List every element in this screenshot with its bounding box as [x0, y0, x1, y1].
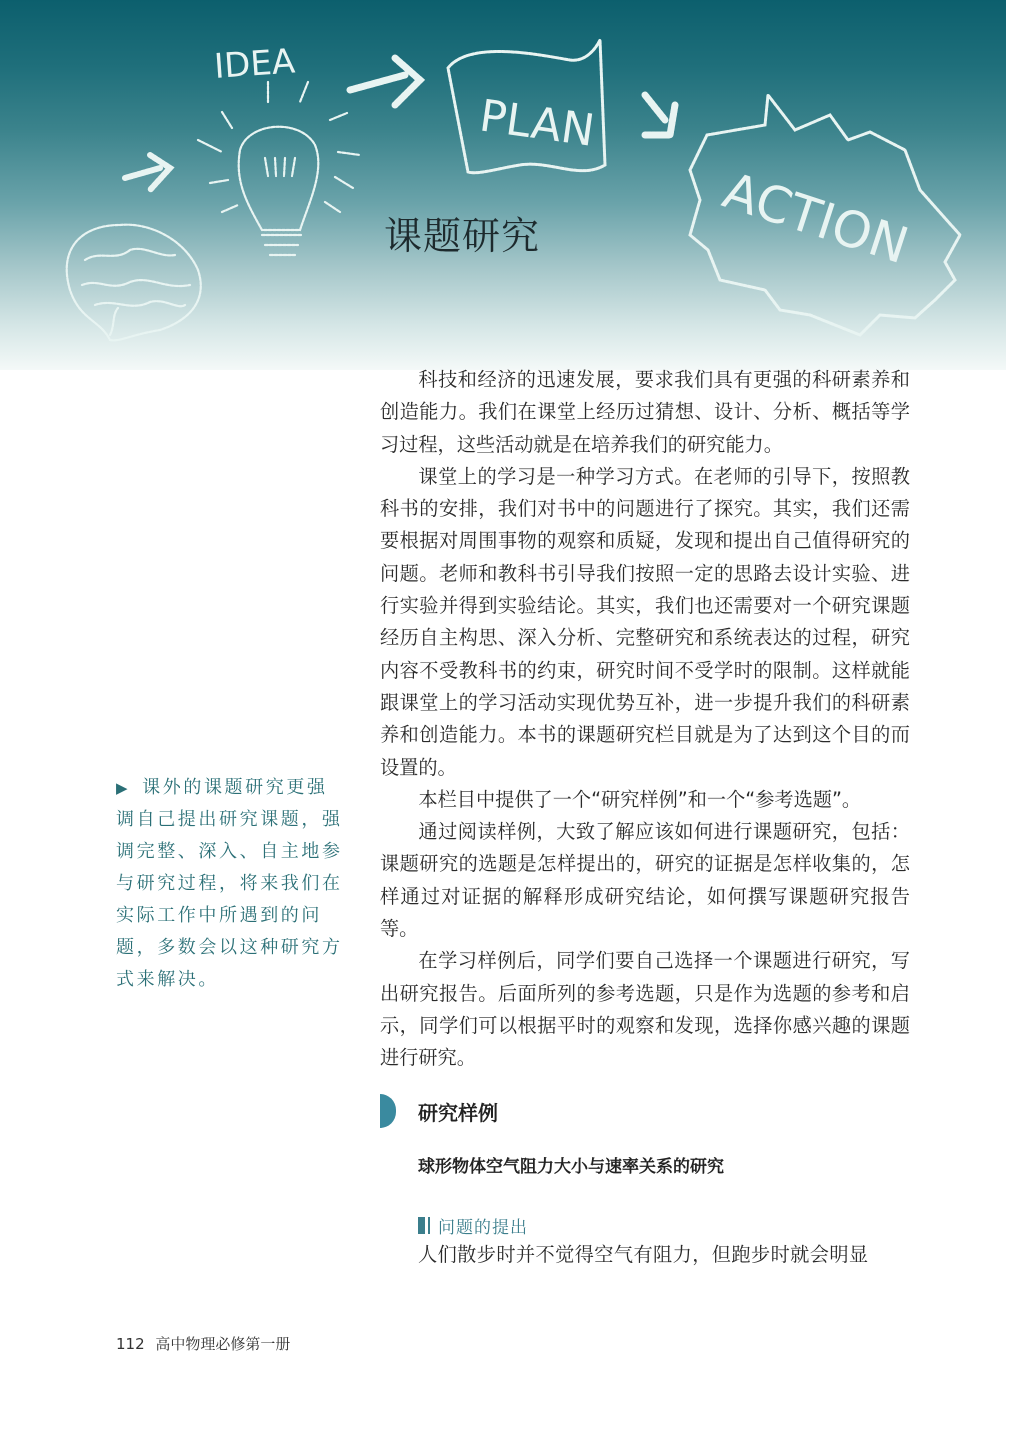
- triangle-marker-icon: ▶: [116, 779, 131, 797]
- half-circle-icon: [380, 1094, 396, 1128]
- margin-note: [116, 772, 346, 996]
- paragraph: 科技和经济的迅速发展，要求我们具有更强的科研素养和创造能力。我们在课堂上经历过猜想、设计、分析、概括等学习过程，这些活动就是在培养我们的研究能力。: [380, 368, 910, 456]
- page-footer: [116, 1333, 290, 1354]
- section-heading: [380, 1094, 498, 1128]
- arrow-icon: [645, 95, 675, 135]
- example-title: 球形物体空气阻力大小与速率关系的研究: [418, 1157, 724, 1177]
- paragraph: 课堂上的学习是一种学习方式。在老师的引导下，按照教科书的安排，我们对书中的问题进行了探究。其实，我们还需要根据对周围事物的观察和质疑，发现和提出自己值得研究的问题。老师和教科书引导我们按照一定的思路去设计实验、进行实验并得到实验结论。其实，我们也还需要对一个研究课题经历自主构思、深入分析、完整研究和系统表达的过程，研究内容不受教科书的约束，研究时间不受学时的限制。这样就能跟课堂上的学习活动实现优势互补，进一步提升我们的科研素养和创造能力。本书的课题研究栏目就是为了达到这个目的而设置的。: [380, 464, 910, 779]
- paragraph: 本栏目中提供了一个“研究样例”和一个“参考选题”。: [418, 787, 862, 811]
- section-heading-label: 研究样例: [418, 1100, 498, 1125]
- subheading-label: 问题的提出: [438, 1218, 528, 1238]
- intro-text: [380, 364, 910, 1075]
- arrow-icon: [350, 58, 420, 105]
- lightbulb-icon: [198, 112, 360, 255]
- chalk-doodles: [0, 0, 1006, 370]
- action-label: ACTION: [716, 161, 916, 276]
- paragraph: 人们散步时并不觉得空气有阻力，但跑步时就会明显: [418, 1243, 869, 1266]
- brain-icon: [67, 225, 201, 341]
- margin-note-text: 课外的课题研究更强调自己提出研究课题，强调完整、深入、自主地参与研究过程，将来我们在实际工作中所遇到的问题，多数会以这种研究方式来解决。: [116, 777, 343, 990]
- plan-label: PLAN: [476, 90, 598, 157]
- page-number: 112: [116, 1335, 145, 1353]
- arrow-icon: [125, 155, 170, 190]
- bar-marker-icon: [418, 1217, 425, 1234]
- chalkboard-banner: [0, 0, 1006, 370]
- idea-label: IDEA: [212, 41, 297, 87]
- chapter-title: 课题研究: [384, 214, 541, 258]
- paragraph: 在学习样例后，同学们要自己选择一个课题进行研究，写出研究报告。后面所列的参考选题，只是作为选题的参考和启示，同学们可以根据平时的观察和发现，选择你感兴趣的课题进行研究。: [380, 949, 910, 1070]
- paragraph: 通过阅读样例，大致了解应该如何进行课题研究，包括：课题研究的选题是怎样提出的，研究的证据是怎样收集的，怎样通过对证据的解释形成研究结论，如何撰写课题研究报告等。: [380, 820, 910, 941]
- subheading: [418, 1213, 528, 1238]
- book-title: 高中物理必修第一册: [155, 1335, 291, 1353]
- bar-marker-icon: [428, 1217, 430, 1234]
